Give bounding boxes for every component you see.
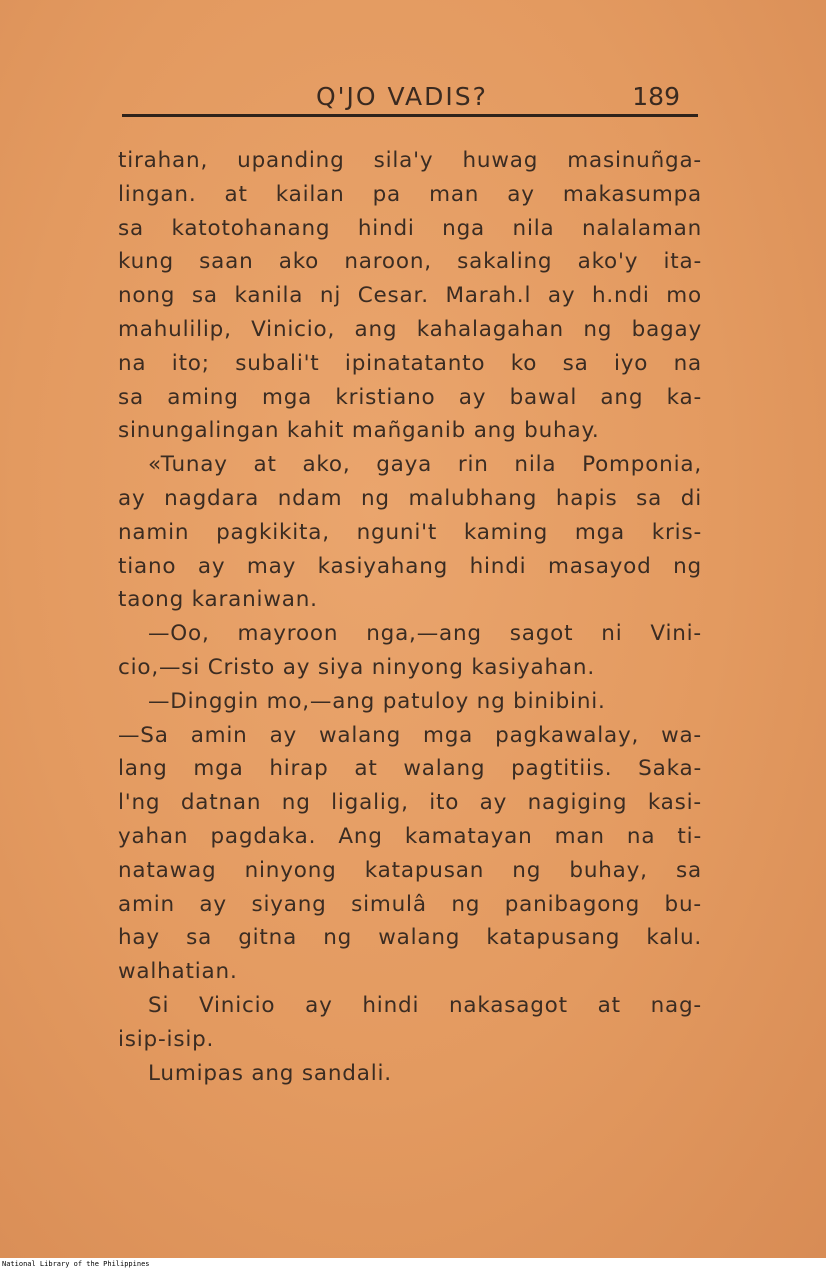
text-line: natawag ninyong katapusan ng buhay, sa xyxy=(118,857,702,883)
text-line: Lumipas ang sandali. xyxy=(148,1060,392,1086)
text-line: nong sa kanila nj Cesar. Marah.l ay h.ndi mo xyxy=(118,283,702,309)
text-line: mahulilip, Vinicio, ang kahalagahan ng bagay xyxy=(118,316,702,342)
text-line: sinungalingan kahit mañganib ang buhay. xyxy=(118,418,600,444)
text-line: Si Vinicio ay hindi nakasagot at nag- xyxy=(148,992,702,1018)
text-line: tirahan, upanding sila'y huwag masinuñga- xyxy=(118,148,702,173)
text-line: sa katotohanang hindi nga nila nalalaman xyxy=(118,215,702,241)
text-line: l'ng datnan ng ligalig, ito ay nagiging kasi- xyxy=(118,790,702,816)
text-line: na ito; subali't ipinatatanto ko sa iyo na xyxy=(118,350,702,376)
text-line: lang mga hirap at walang pagtitiis. Saka- xyxy=(118,756,702,782)
text-line: amin ay siyang simulâ ng panibagong bu- xyxy=(118,891,702,917)
text-line: sa aming mga kristiano ay bawal ang ka- xyxy=(118,384,702,410)
text-line: taong karaniwan. xyxy=(118,587,318,613)
text-line: hay sa gitna ng walang katapusang kalu. xyxy=(118,925,702,951)
header-rule xyxy=(122,114,698,117)
page-header xyxy=(122,78,698,118)
page-number: 189 xyxy=(632,82,680,111)
body-text xyxy=(118,144,702,1090)
text-line: yahan pagdaka. Ang kamatayan man na ti- xyxy=(118,823,702,849)
text-line: —Oo, mayroon nga,—ang sagot ni Vini- xyxy=(148,621,702,647)
text-line: —Dinggin mo,—ang patuloy ng binibini. xyxy=(148,688,606,714)
text-line: ay nagdara ndam ng malubhang hapis sa di xyxy=(118,485,702,511)
text-line: «Tunay at ako, gaya rin nila Pomponia, xyxy=(148,452,702,478)
text-line: —Sa amin ay walang mga pagkawalay, wa- xyxy=(118,722,702,748)
text-line: kung saan ako naroon, sakaling ako'y ita- xyxy=(118,249,702,275)
text-line: namin pagkikita, nguni't kaming mga kris- xyxy=(118,519,702,545)
text-line: tiano ay may kasiyahang hindi masayod ng xyxy=(118,553,702,579)
text-line: lingan. at kailan pa man ay makasumpa xyxy=(118,181,702,207)
text-line: cio,—si Cristo ay siya ninyong kasiyahan. xyxy=(118,654,595,680)
library-credit: National Library of the Philippines xyxy=(2,1260,150,1268)
running-title: Q'JO VADIS? xyxy=(316,82,488,111)
text-line: isip-isip. xyxy=(118,1026,215,1052)
text-line: walhatian. xyxy=(118,959,238,985)
